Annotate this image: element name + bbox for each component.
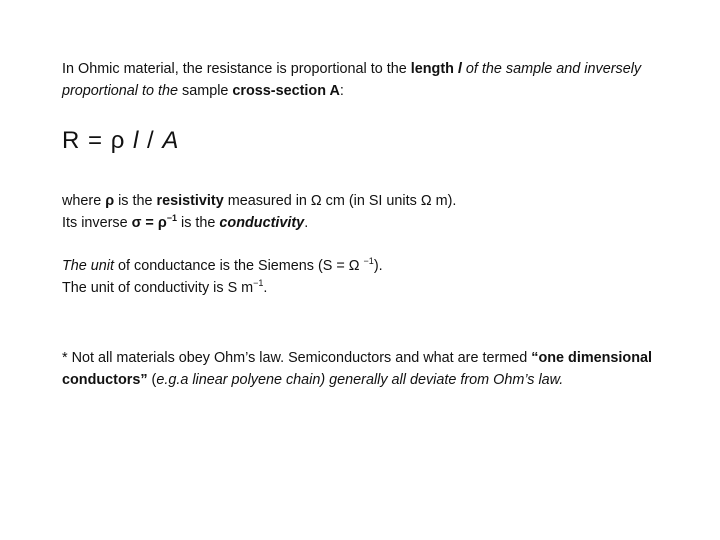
intro-text-1: In Ohmic material, the resistance is proportional to the: [62, 61, 411, 77]
units-text-3: ).: [373, 258, 383, 274]
resistivity-text-1: where: [62, 193, 106, 209]
intro-cross-section-term: cross-section A: [232, 82, 340, 99]
intro-l-symbol: l: [457, 61, 462, 77]
resistivity-text-3: measured in Ω cm (in SI units Ω m).: [223, 193, 457, 209]
footnote-paragraph: [62, 348, 682, 391]
resistivity-term: resistivity: [156, 193, 224, 209]
intro-text-3: sample: [178, 82, 233, 99]
footnote-paren: (: [147, 371, 157, 388]
resistivity-paragraph: [62, 191, 682, 234]
intro-colon: :: [339, 82, 344, 99]
conductivity-term: conductivity: [219, 214, 305, 231]
resistivity-rho: ρ: [105, 193, 115, 209]
units-text-1: The unit: [62, 258, 114, 274]
resistance-formula: [62, 126, 179, 156]
resistivity-text-2: is the: [114, 193, 157, 209]
footnote-italic-text: e.g.a linear polyene chain) generally all deviate from Ohm’s law.: [156, 371, 564, 388]
units-paragraph: [62, 256, 682, 299]
units-text-2: of conductance is the Siemens (S = Ω: [114, 258, 364, 274]
intro-paragraph: [62, 59, 682, 102]
units-siemens-exponent: −1: [363, 256, 374, 266]
formula-a: A: [162, 127, 180, 154]
formula-slash: /: [139, 127, 163, 154]
footnote-text-1: * Not all materials obey Ohm’s law. Semiconductors and what are termed: [62, 350, 532, 366]
units-period: .: [263, 279, 268, 296]
units-conductivity-exponent: −1: [253, 277, 264, 288]
formula-l: l: [133, 127, 140, 154]
conductivity-period: .: [304, 214, 309, 231]
footnote-bold-term: “one dimensional conductors”: [62, 350, 652, 388]
conductivity-formula: σ = ρ: [131, 214, 167, 231]
conductivity-formula-exponent: −1: [166, 212, 178, 223]
formula-r: R =: [62, 127, 111, 154]
intro-text-2: of the sample and inversely proportional to the: [62, 61, 642, 99]
formula-rho: ρ: [110, 127, 134, 154]
intro-length-term: length: [410, 61, 458, 77]
units-text-4: The unit of conductivity is S m: [62, 279, 254, 296]
conductivity-text-1: Its inverse: [62, 214, 132, 231]
conductivity-text-2: is the: [177, 214, 220, 231]
